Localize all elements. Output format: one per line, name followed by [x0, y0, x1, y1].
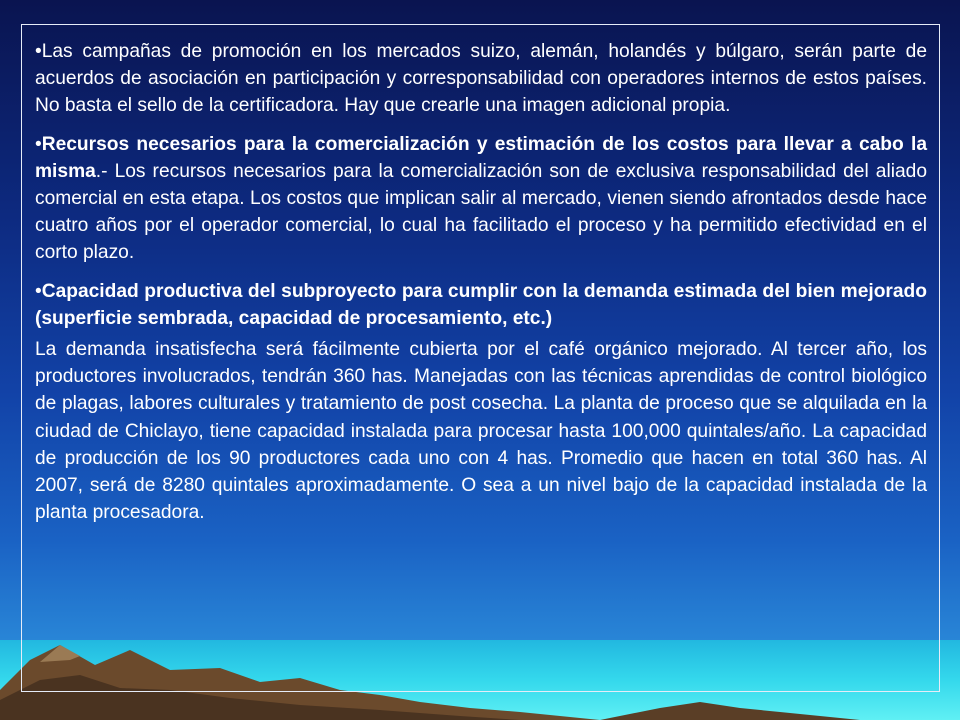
- paragraph-2: [35, 131, 927, 267]
- slide-content: [35, 38, 927, 537]
- paragraph-4-text: La demanda insatisfecha será fácilmente cubierta por el café orgánico mejorado. Al tercer año, los productores involucrados, tendrán 360 has. Manejadas con las técnicas aprendidas de control biológico de plagas, labores culturales y tratamiento de post cosecha. La planta de proceso que se alquilada en la ciudad de Chiclayo, tiene capacidad instalada para procesar hasta 100,000 quintales/año. La capacidad de producción de los 90 productores cada uno con 4 has. Promedio que hacen en total 360 has. Al 2007, será de 8280 quintales aproximadamente. O sea a un nivel bajo de la capacidad instalada de la planta procesadora.: [35, 339, 927, 524]
- paragraph-1: [35, 38, 927, 120]
- bullet: •: [35, 133, 42, 155]
- paragraph-2-text: .- Los recursos necesarios para la comercialización son de exclusiva responsabilidad del aliado comercial en esta etapa. Los costos que implican salir al mercado, vienen siendo afrontados desde hace cuatro años por el operador comercial, lo cual ha facilitado el proceso y ha permitido efectividad en el corto plazo.: [35, 160, 927, 264]
- bullet: •: [35, 280, 42, 302]
- paragraph-3-heading: Capacidad productiva del subproyecto para cumplir con la demanda estimada del bien mejorado (superficie sembrada, capacidad de procesamiento, etc.): [35, 280, 927, 329]
- paragraph-1-text: Las campañas de promoción en los mercados suizo, alemán, holandés y búlgaro, serán parte de acuerdos de asociación en participación y corresponsabilidad con operadores internos de estos países. No basta el sello de la certificadora. Hay que crearle una imagen adicional propia.: [35, 41, 927, 117]
- paragraph-2-heading: Recursos necesarios para la comercialización y estimación de los costos para llevar a cabo la misma: [35, 133, 927, 182]
- paragraph-4: [35, 336, 927, 526]
- paragraph-3: [35, 278, 927, 332]
- bullet: •: [35, 41, 42, 62]
